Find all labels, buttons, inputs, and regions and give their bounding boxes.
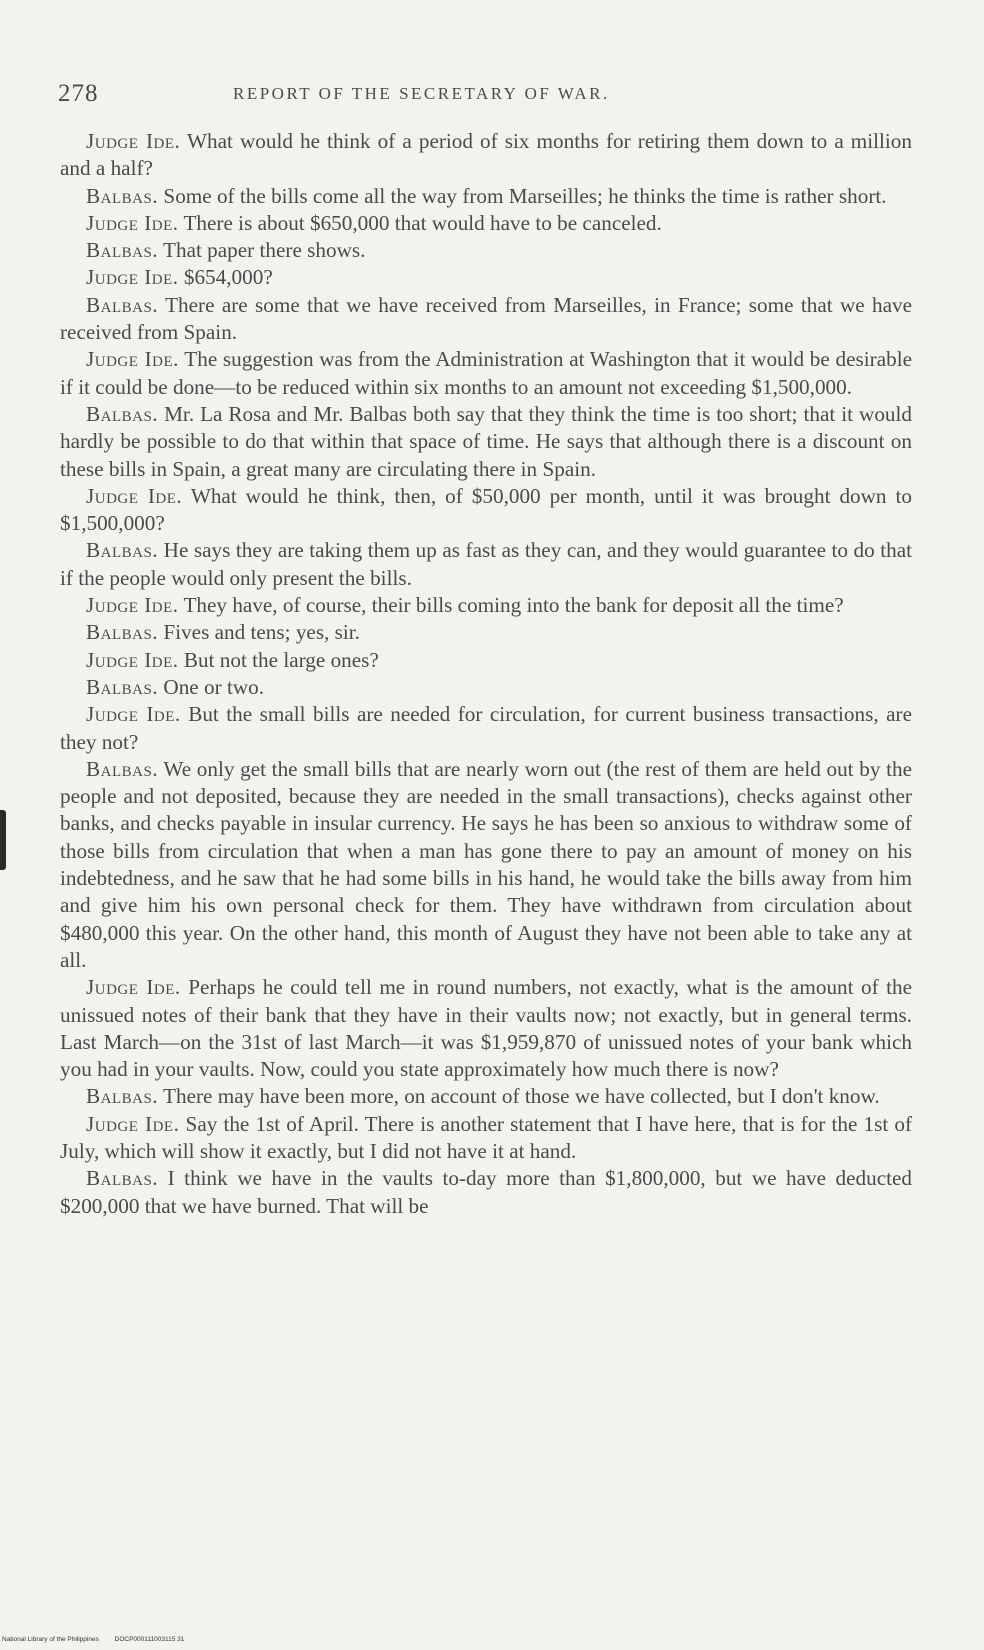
speaker-name: Balbas. bbox=[86, 1084, 159, 1109]
dialogue-paragraph bbox=[60, 592, 912, 619]
speech-text: Mr. La Rosa and Mr. Balbas both say that they think the time is too short; that it would hardly be possible to do that within that space of time. He says that although there is a discount on these bills in Spain, a great many are circulating there in Spain. bbox=[60, 401, 912, 481]
dialogue-paragraph bbox=[60, 292, 912, 347]
running-head: REPORT OF THE SECRETARY OF WAR. bbox=[233, 84, 610, 103]
speaker-name: Judge Ide. bbox=[86, 975, 181, 1000]
speech-text: What would he think, then, of $50,000 per month, until it was brought down to $1,500,000? bbox=[60, 483, 912, 536]
dialogue-paragraph bbox=[60, 974, 912, 1083]
speaker-name: Judge Ide. bbox=[86, 593, 179, 618]
speech-text: One or two. bbox=[163, 674, 265, 699]
speaker-name: Balbas. bbox=[86, 238, 159, 263]
speech-text: There are some that we have received from Marseilles, in France; some that we have received from Spain. bbox=[60, 292, 912, 345]
speaker-name: Balbas. bbox=[86, 292, 159, 317]
footer-library: National Library of the Philippines bbox=[2, 1636, 99, 1643]
speaker-name: Balbas. bbox=[86, 1166, 159, 1191]
speech-text: But not the large ones? bbox=[183, 647, 379, 672]
dialogue-paragraph bbox=[60, 183, 912, 210]
speaker-name: Balbas. bbox=[86, 756, 159, 781]
speaker-name: Judge Ide. bbox=[86, 702, 181, 727]
testimony-body bbox=[60, 128, 912, 1220]
dialogue-paragraph bbox=[60, 756, 912, 974]
dialogue-paragraph bbox=[60, 210, 912, 237]
dialogue-paragraph bbox=[60, 346, 912, 401]
speech-text: Perhaps he could tell me in round numbers, not exactly, what is the amount of the unissued notes of their bank that they have in their vaults now; not exactly, but in general terms. Last March—on the 31st of last March—it was $1,959,870 of unissued notes of your bank which you had in your vaults. Now, could you state approximately how much there is now? bbox=[60, 975, 913, 1082]
speech-text: I think we have in the vaults to-day more than $1,800,000, but we have deducted $200,000 that we have burned. That will be bbox=[60, 1166, 912, 1218]
dialogue-paragraph bbox=[60, 1083, 912, 1110]
speaker-name: Judge Ide. bbox=[86, 210, 179, 235]
dialogue-paragraph bbox=[60, 537, 912, 592]
dialogue-paragraph bbox=[60, 483, 912, 538]
dialogue-paragraph bbox=[60, 1111, 912, 1166]
speaker-name: Judge Ide. bbox=[86, 347, 179, 372]
speech-text: There may have been more, on account of those we have collected, but I don't know. bbox=[163, 1084, 880, 1109]
speaker-name: Judge Ide. bbox=[86, 265, 179, 290]
speech-text: Say the 1st of April. There is another statement that I have here, that is for the 1st of July, which will show it exactly, but I did not have it at hand. bbox=[60, 1111, 913, 1163]
speaker-name: Balbas. bbox=[86, 183, 159, 208]
dialogue-paragraph bbox=[60, 619, 912, 646]
dialogue-paragraph bbox=[60, 128, 912, 183]
page-number: 278 bbox=[58, 80, 99, 107]
speech-text: That paper there shows. bbox=[163, 238, 366, 263]
speech-text: We only get the small bills that are nearly worn out (the rest of them are held out by the people and not deposited, because they are needed in the small transactions), checks against other banks, and checks payable in insular currency. He says he has been so anxious to withdraw some of those bills from circulation that when a man has gone there to pay an amount of money on his indebtedness, and he saw that he had some bills in his hand, he would take the bills away from him and give him his own personal check for them. They have withdrawn from circulation about $480,000 this year. On the other hand, this month of August they have not been able to take any at all. bbox=[60, 756, 912, 972]
speech-text: There is about $650,000 that would have to be canceled. bbox=[183, 210, 662, 235]
speaker-name: Balbas. bbox=[86, 538, 159, 563]
dialogue-paragraph bbox=[60, 674, 912, 701]
speech-text: But the small bills are needed for circulation, for current business transactions, are they not? bbox=[60, 702, 912, 754]
dialogue-paragraph bbox=[60, 237, 912, 264]
dialogue-paragraph bbox=[60, 1165, 912, 1220]
speech-text: They have, of course, their bills coming into the bank for deposit all the time? bbox=[183, 593, 844, 618]
speech-text: $654,000? bbox=[183, 265, 273, 290]
dialogue-paragraph bbox=[60, 701, 912, 756]
speaker-name: Judge Ide. bbox=[86, 1111, 180, 1136]
speech-text: Fives and tens; yes, sir. bbox=[163, 620, 360, 645]
dialogue-paragraph bbox=[60, 647, 912, 674]
speech-text: Some of the bills come all the way from Marseilles; he thinks the time is rather short. bbox=[163, 183, 887, 208]
speaker-name: Judge Ide. bbox=[86, 647, 179, 672]
speech-text: He says they are taking them up as fast as they can, and they would guarantee to do that if the people would only present the bills. bbox=[60, 538, 912, 590]
speaker-name: Judge Ide. bbox=[86, 483, 183, 508]
footer-identifier: DOCP000111003115 31 bbox=[114, 1636, 185, 1643]
dialogue-paragraph bbox=[60, 401, 912, 483]
speaker-name: Balbas. bbox=[86, 620, 159, 645]
scan-footer bbox=[2, 1636, 198, 1643]
page-header bbox=[58, 80, 918, 110]
speech-text: What would he think of a period of six months for retiring them down to a million and a half? bbox=[60, 129, 912, 181]
scan-edge-mark bbox=[0, 810, 6, 870]
speech-text: The suggestion was from the Administration at Washington that it would be desirable if it could be done—to be reduced within six months to an amount not exceeding $1,500,000. bbox=[60, 347, 912, 399]
speaker-name: Balbas. bbox=[86, 401, 159, 426]
speaker-name: Judge Ide. bbox=[86, 129, 181, 153]
dialogue-paragraph bbox=[60, 264, 912, 291]
speaker-name: Balbas. bbox=[86, 674, 159, 699]
